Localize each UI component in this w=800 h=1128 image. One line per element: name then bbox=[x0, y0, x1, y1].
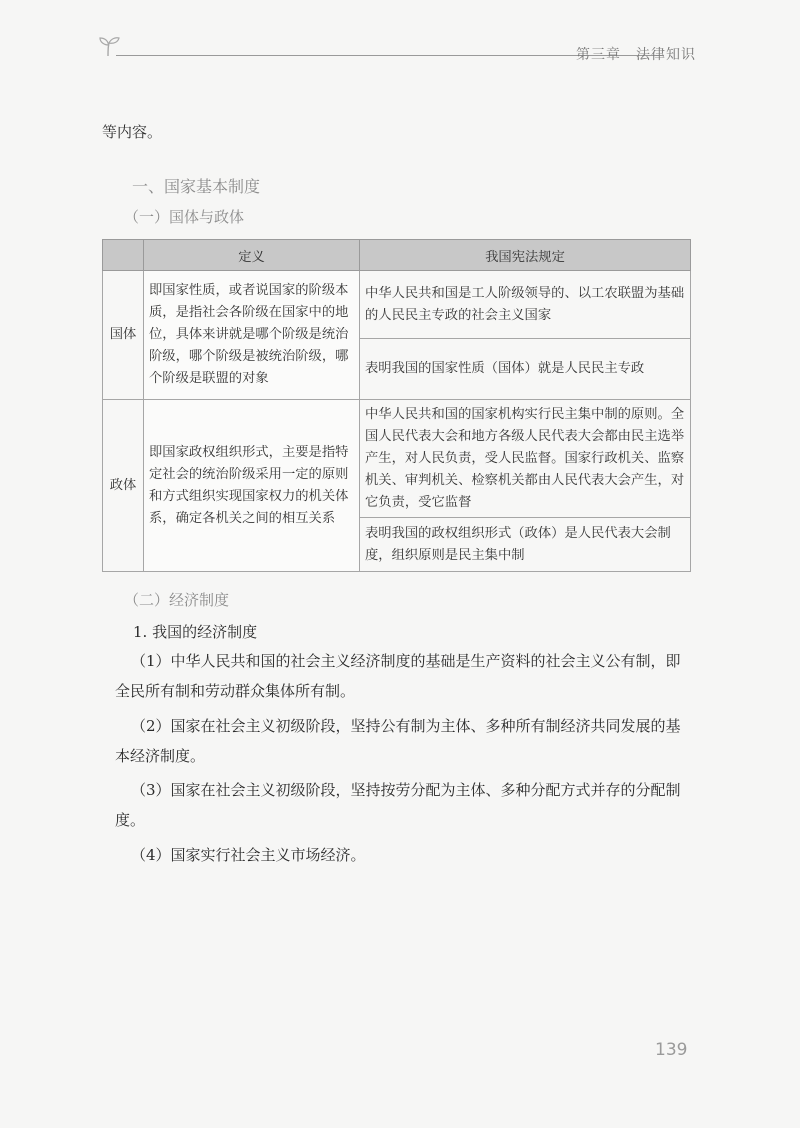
provision-cell: 中华人民共和国是工人阶级领导的、以工农联盟为基础的人民民主专政的社会主义国家 bbox=[360, 271, 691, 339]
provision-cell: 表明我国的政权组织形式（政体）是人民代表大会制度，组织原则是民主集中制 bbox=[360, 518, 691, 572]
header-blank bbox=[103, 240, 144, 271]
category-cell: 政体 bbox=[103, 400, 144, 572]
provision-cell: 中华人民共和国的国家机构实行民主集中制的原则。全国人民代表大会和地方各级人民代表大会都由民主选举产生，对人民负责，受人民监督。国家行政机关、监察机关、审判机关、检察机关都由人民代表大会产生，对它负责，受它监督 bbox=[360, 400, 691, 518]
subheading-1: （一）国体与政体 bbox=[124, 208, 245, 226]
item-heading: 1. 我国的经济制度 bbox=[133, 623, 258, 641]
paragraph: （3）国家在社会主义初级阶段，坚持按劳分配为主体、多种分配方式并存的分配制度。 bbox=[115, 781, 681, 829]
paragraph: （4）国家实行社会主义市场经济。 bbox=[131, 846, 366, 864]
table-row bbox=[103, 400, 691, 518]
definition-cell: 即国家政权组织形式，主要是指特定社会的统治阶级采用一定的原则和方式组织实现国家权力的机关体系，确定各机关之间的相互关系 bbox=[144, 400, 360, 572]
table-row bbox=[103, 271, 691, 339]
header-constitution: 我国宪法规定 bbox=[360, 240, 691, 271]
page-number: 139 bbox=[655, 1040, 688, 1060]
paragraph: （1）中华人民共和国的社会主义经济制度的基础是生产资料的社会主义公有制，即全民所有制和劳动群众集体所有制。 bbox=[115, 652, 681, 700]
section-heading: 一、国家基本制度 bbox=[132, 177, 261, 196]
chapter-title: 第三章 法律知识 bbox=[576, 47, 696, 63]
category-cell: 国体 bbox=[103, 271, 144, 400]
page-header bbox=[96, 34, 696, 64]
header-definition: 定义 bbox=[144, 240, 360, 271]
subheading-2: （二）经济制度 bbox=[124, 591, 230, 609]
definition-cell: 即国家性质，或者说国家的阶级本质，是指社会各阶级在国家中的地位，具体来讲就是哪个阶级是统治阶级，哪个阶级是被统治阶级，哪个阶级是联盟的对象 bbox=[144, 271, 360, 400]
intro-text: 等内容。 bbox=[102, 123, 163, 141]
table-header-row bbox=[103, 240, 691, 271]
paragraph: （2）国家在社会主义初级阶段，坚持公有制为主体、多种所有制经济共同发展的基本经济制度。 bbox=[115, 717, 681, 765]
provision-cell: 表明我国的国家性质（国体）就是人民民主专政 bbox=[360, 339, 691, 400]
state-system-table bbox=[102, 239, 691, 572]
